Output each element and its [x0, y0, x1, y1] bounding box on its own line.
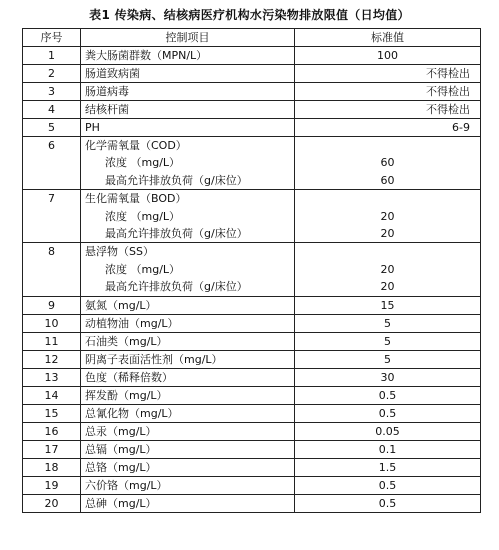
- control-item: 动植物油（mg/L）: [81, 314, 295, 332]
- row-number: 9: [23, 296, 81, 314]
- table-row: [23, 47, 481, 65]
- control-sub-item: 浓度 （mg/L）: [105, 209, 181, 223]
- control-item: 生化需氧量（BOD）: [85, 192, 187, 206]
- control-sub-item: 最高允许排放负荷（g/床位）: [105, 226, 248, 240]
- control-item: PH: [81, 119, 295, 137]
- row-number-text: 7: [48, 192, 55, 206]
- table-row: [23, 243, 481, 296]
- table-row: [23, 350, 481, 368]
- row-number: 19: [23, 476, 81, 494]
- standard-value: 20: [380, 280, 395, 294]
- control-item: 总汞（mg/L）: [81, 422, 295, 440]
- table-row: [23, 190, 481, 243]
- table-row: [23, 332, 481, 350]
- control-sub-item: 最高允许排放负荷（g/床位）: [105, 280, 248, 294]
- header-no: 序号: [23, 29, 81, 47]
- row-number: [23, 190, 81, 243]
- standard-value: 0.1: [295, 440, 481, 458]
- table-row: [23, 314, 481, 332]
- control-item: 总氰化物（mg/L）: [81, 404, 295, 422]
- row-number-text: 6: [48, 139, 55, 152]
- control-item: 总砷（mg/L）: [81, 494, 295, 512]
- table-row: [23, 458, 481, 476]
- value-spacer: [295, 190, 480, 207]
- row-number: 13: [23, 368, 81, 386]
- table-row: [23, 65, 481, 83]
- control-item: 悬浮物（SS）: [85, 245, 154, 259]
- table-row: [23, 83, 481, 101]
- row-number: 20: [23, 494, 81, 512]
- control-item: 阴离子表面活性剂（mg/L）: [81, 350, 295, 368]
- emission-limits-table: [22, 28, 481, 513]
- row-number: 15: [23, 404, 81, 422]
- control-item: 总镉（mg/L）: [81, 440, 295, 458]
- control-item-group: [81, 137, 295, 190]
- control-item: 挥发酚（mg/L）: [81, 386, 295, 404]
- control-item: 结核杆菌: [81, 101, 295, 119]
- control-item: 粪大肠菌群数（MPN/L）: [81, 47, 295, 65]
- value-spacer: [295, 243, 480, 260]
- table-row: [23, 386, 481, 404]
- standard-value: 1.5: [295, 458, 481, 476]
- row-number: 1: [23, 47, 81, 65]
- control-item: 肠道病毒: [81, 83, 295, 101]
- row-number: 4: [23, 101, 81, 119]
- control-item: 六价铬（mg/L）: [81, 476, 295, 494]
- table-row: [23, 422, 481, 440]
- standard-value: 60: [380, 173, 395, 187]
- control-item-group: [81, 190, 295, 243]
- standard-value: 60: [380, 156, 395, 170]
- table-row: [23, 494, 481, 512]
- control-item: 色度（稀释倍数）: [81, 368, 295, 386]
- standard-value: 20: [380, 262, 395, 276]
- standard-value: 不得检出: [295, 83, 481, 101]
- table-row: [23, 368, 481, 386]
- standard-value: 15: [295, 296, 481, 314]
- standard-value: 5: [295, 314, 481, 332]
- row-number: 2: [23, 65, 81, 83]
- table-row: [23, 101, 481, 119]
- table-row: [23, 296, 481, 314]
- row-number: 18: [23, 458, 81, 476]
- header-value: 标准值: [295, 29, 481, 47]
- value-spacer: [295, 137, 480, 154]
- standard-value: 20: [380, 209, 395, 223]
- standard-value: 不得检出: [295, 101, 481, 119]
- control-item: 化学需氧量（COD）: [85, 139, 187, 152]
- row-number: 11: [23, 332, 81, 350]
- standard-value: 不得检出: [295, 65, 481, 83]
- control-item: 氨氮（mg/L）: [81, 296, 295, 314]
- table-row: [23, 137, 481, 190]
- table-row: [23, 440, 481, 458]
- standard-value: 20: [380, 226, 395, 240]
- row-number: 12: [23, 350, 81, 368]
- row-number: [23, 137, 81, 190]
- control-sub-item: 浓度 （mg/L）: [105, 156, 181, 170]
- table-title: 表1 传染病、结核病医疗机构水污染物排放限值（日均值）: [89, 8, 410, 22]
- standard-value: 0.5: [295, 476, 481, 494]
- standard-value: 0.5: [295, 494, 481, 512]
- row-number: [23, 243, 81, 296]
- cropped-previous-text: [0, 0, 499, 4]
- header-item: 控制项目: [81, 29, 295, 47]
- standard-value: 0.5: [295, 386, 481, 404]
- table-row: [23, 404, 481, 422]
- row-number: 14: [23, 386, 81, 404]
- row-number: 5: [23, 119, 81, 137]
- control-item: 总铬（mg/L）: [81, 458, 295, 476]
- control-item-group: [81, 243, 295, 296]
- row-number: 17: [23, 440, 81, 458]
- standard-value: 30: [295, 368, 481, 386]
- standard-value-group: [295, 190, 481, 243]
- header-row: [23, 29, 481, 47]
- standard-value: 0.05: [295, 422, 481, 440]
- standard-value: 100: [295, 47, 481, 65]
- row-number: 3: [23, 83, 81, 101]
- standard-value: 5: [295, 350, 481, 368]
- table-row: [23, 476, 481, 494]
- control-item: 石油类（mg/L）: [81, 332, 295, 350]
- standard-value: 0.5: [295, 404, 481, 422]
- row-number-text: 8: [48, 245, 55, 259]
- row-number: 16: [23, 422, 81, 440]
- control-sub-item: 最高允许排放负荷（g/床位）: [105, 173, 248, 187]
- control-item: 肠道致病菌: [81, 65, 295, 83]
- standard-value: 5: [295, 332, 481, 350]
- table-row: [23, 119, 481, 137]
- standard-value: 6-9: [295, 119, 481, 137]
- standard-value-group: [295, 137, 481, 190]
- row-number: 10: [23, 314, 81, 332]
- standard-value-group: [295, 243, 481, 296]
- control-sub-item: 浓度 （mg/L）: [105, 262, 181, 276]
